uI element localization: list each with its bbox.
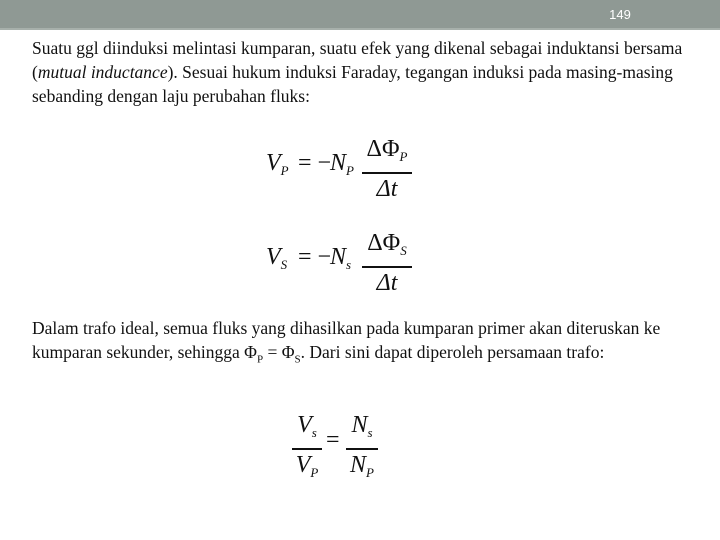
page-number: 149	[609, 7, 631, 22]
paragraph2-sub-s: S	[294, 353, 301, 366]
eq1-lhs: $V_P$	[266, 150, 289, 178]
equation-transformer-ratio	[292, 410, 392, 480]
eq2-denominator: Δt	[376, 269, 398, 296]
eq3-left-numerator: $V_s$	[297, 412, 317, 440]
eq2-rhs-sign: = −	[298, 244, 332, 270]
paragraph-mutual-inductance	[32, 36, 700, 108]
eq3-right-numerator: $N_s$	[351, 412, 373, 440]
header-accent-line	[0, 28, 720, 30]
eq3-equals: =	[326, 427, 340, 453]
eq3-right-denominator: $N_P$	[350, 451, 374, 480]
paragraph1-text-b: ). Sesuai hukum induksi Faraday, tegangan induksi pada masing-masing sebanding dengan laju perubahan fluks:	[32, 62, 673, 106]
eq2-numerator: $\Delta\Phi_S$	[367, 230, 407, 258]
paragraph-ideal-transformer	[32, 316, 700, 372]
header-bar	[0, 0, 720, 30]
eq3-left-denominator: $V_P$	[295, 451, 319, 480]
equation-secondary-voltage	[266, 230, 416, 294]
eq3-right-fraction	[346, 410, 378, 488]
paragraph2-sub-p: P	[256, 353, 264, 366]
eq3-left-fraction	[292, 410, 322, 488]
eq1-denominator: Δt	[376, 175, 398, 202]
paragraph1-italic-term: mutual inductance	[37, 62, 168, 82]
paragraph2-text-c: . Dari sini dapat diperoleh persamaan trafo:	[300, 342, 605, 362]
eq2-fraction	[362, 228, 412, 298]
eq1-fraction	[362, 134, 412, 204]
eq2-lhs: $V_S$	[266, 244, 288, 272]
eq1-rhs-n: $N_P$	[330, 150, 354, 178]
paragraph2-text-a: Dalam trafo ideal, semua fluks yang dihasilkan pada kumparan primer akan diteruskan ke kumparan sekunder, sehingga Φ	[32, 318, 661, 362]
eq1-numerator: $\Delta\Phi_P$	[366, 136, 408, 164]
eq1-rhs-sign: = −	[298, 150, 332, 176]
eq2-rhs-n: $N_s$	[330, 244, 352, 272]
paragraph2-text-b: = Φ	[263, 342, 295, 362]
paragraph1-text-a: Suatu ggl diinduksi melintasi kumparan, suatu efek yang dikenal sebagai induktansi bersama (	[32, 38, 683, 82]
equation-primary-voltage	[266, 136, 416, 200]
